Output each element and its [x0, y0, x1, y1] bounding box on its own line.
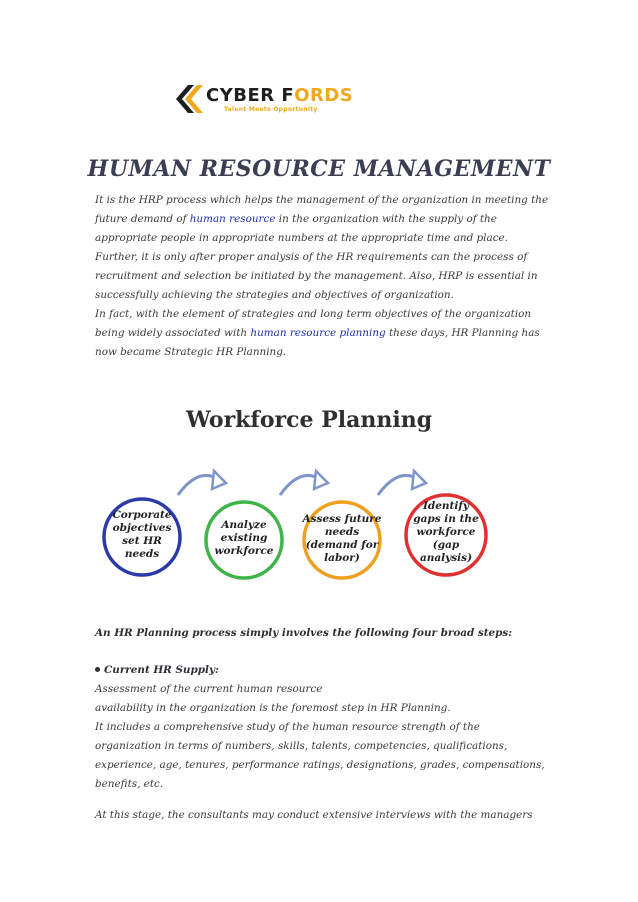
bullet-label: Current HR Supply:: [104, 664, 219, 676]
body-paragraph: [95, 680, 550, 794]
intro-line: Further, it is only after proper analysis of the HR requirements can the process of: [95, 251, 528, 263]
circle-label: gaps in the: [413, 513, 479, 525]
circle-label: workforce: [214, 545, 274, 557]
intro-line: recruitment and selection be initiated by the management. Also, HRP is essential in: [95, 270, 538, 282]
arrow-head-icon: [212, 471, 226, 489]
circle-label: Corporate: [112, 509, 172, 521]
human-resource-planning-link[interactable]: human resource planning: [250, 327, 386, 339]
logo-tagline: Talent Meets Opportunity: [224, 106, 318, 113]
logo-name: CYBER FORDS: [206, 85, 354, 106]
intro-line: It is the HRP process which helps the management of the organization in meeting the: [95, 194, 549, 206]
body-line: experience, age, tenures, performance ratings, designations, grades, compensations,: [95, 759, 545, 771]
circle-label: analysis): [419, 552, 473, 564]
company-logo: [170, 82, 354, 120]
figure-title: Workforce Planning: [186, 407, 433, 433]
circle-label: Analyze: [221, 519, 267, 531]
body-paragraph: [95, 806, 550, 825]
bullet-current-hr-supply: [95, 664, 219, 676]
circle-label: labor): [324, 552, 360, 564]
body-line: availability in the organization is the foremost step in HR Planning.: [95, 702, 451, 714]
circle-label: (gap: [432, 539, 460, 551]
intro-line: future demand of human resource in the organization with the supply of the: [95, 213, 497, 225]
workforce-planning-figure: [90, 395, 510, 595]
circle-label: needs: [324, 526, 360, 538]
circle-label: Identify: [422, 500, 470, 512]
bullet-icon: [95, 667, 100, 672]
steps-heading: An HR Planning process simply involves the following four broad steps:: [95, 627, 513, 639]
page-title: HUMAN RESOURCE MANAGEMENT: [87, 156, 551, 182]
logo-mark-icon: [170, 82, 204, 116]
human-resource-link[interactable]: human resource: [189, 213, 276, 225]
body-line: At this stage, the consultants may conduct extensive interviews with the managers: [95, 809, 533, 821]
intro-line: In fact, with the element of strategies and long term objectives of the organization: [95, 308, 532, 320]
body-line: organization in terms of numbers, skills, talents, competencies, qualifications,: [95, 740, 508, 752]
intro-line: successfully achieving the strategies and objectives of organization.: [95, 289, 454, 301]
intro-line: now became Strategic HR Planning.: [95, 346, 287, 358]
intro-line: being widely associated with human resource planning these days, HR Planning has: [95, 327, 540, 339]
intro-line: appropriate people in appropriate numbers at the appropriate time and place.: [95, 232, 508, 244]
intro-paragraph: [95, 191, 550, 362]
circle-label: existing: [220, 532, 268, 544]
body-line: Assessment of the current human resource: [95, 683, 323, 695]
circle-label: workforce: [416, 526, 476, 538]
circle-label: needs: [124, 548, 160, 560]
circle-label: objectives: [112, 522, 172, 534]
circle-label: set HR: [122, 535, 162, 547]
workforce-planning-diagram: [90, 395, 510, 595]
circle-label: Assess future: [302, 513, 382, 525]
body-line: benefits, etc.: [95, 778, 164, 790]
arrow-head-icon: [412, 471, 426, 489]
arrow-head-icon: [314, 471, 328, 489]
body-line: It includes a comprehensive study of the human resource strength of the: [95, 721, 480, 733]
circle-label: (demand for: [305, 539, 379, 551]
